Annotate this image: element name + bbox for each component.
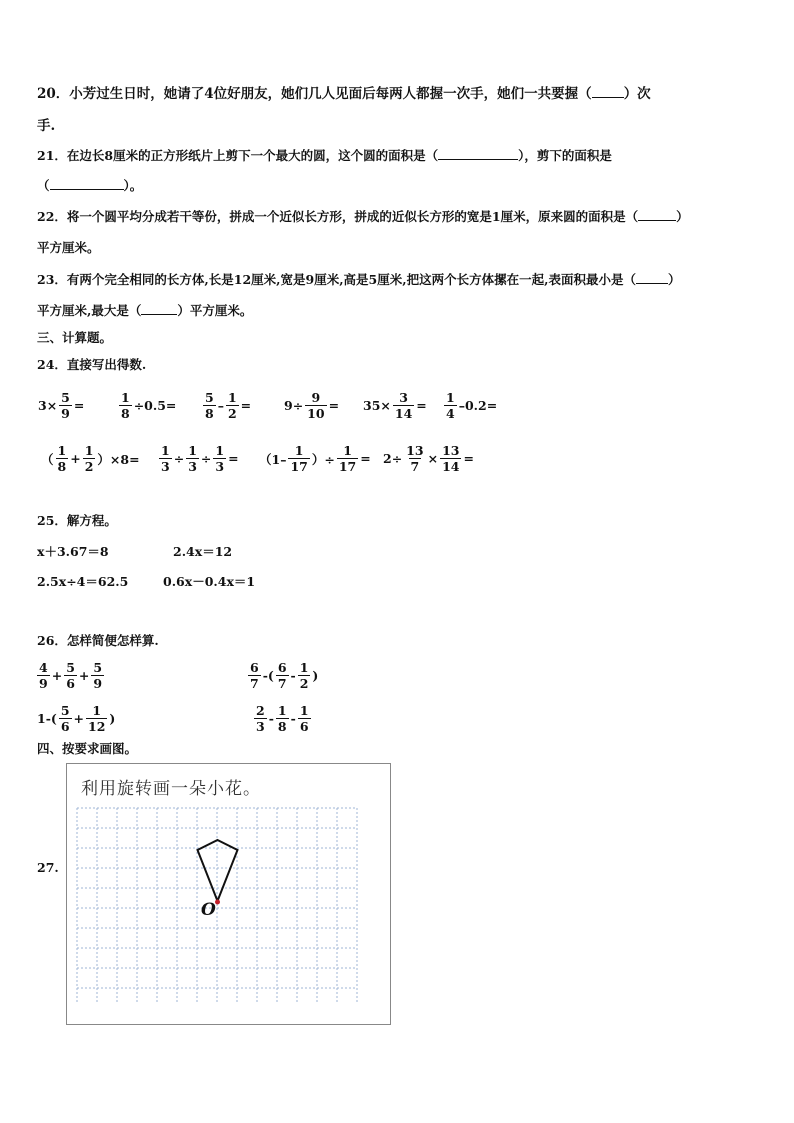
q23-line1: 23．有两个完全相同的长方体,长是12厘米,宽是9厘米,高是5厘米,把这两个长方体摞在一起,表面积最小是（ ） bbox=[37, 272, 681, 287]
section-4-heading: 四、按要求画图。 bbox=[37, 741, 138, 756]
q24-expr-2: $\frac{1}{8}$ ÷0.5= bbox=[121, 390, 177, 421]
point-o-label: O bbox=[201, 900, 216, 920]
drawing-frame bbox=[66, 763, 391, 1025]
q26-problem-1: $\frac{4}{9}$ + $\frac{5}{6}$ + $\frac{5}{9}$ bbox=[39, 660, 103, 691]
section-3-heading: 三、计算题。 bbox=[37, 330, 113, 345]
q24-expr-3: $\frac{5}{8}$ – $\frac{1}{2}$ = bbox=[205, 390, 252, 421]
q22-line2: 平方厘米。 bbox=[37, 240, 100, 255]
q24-expr-5: 35× $\frac{3}{14}$ = bbox=[363, 390, 427, 421]
q23-max-blank[interactable] bbox=[141, 301, 177, 315]
q20-answer-blank[interactable] bbox=[592, 84, 624, 98]
q24-expr-9: （1– $\frac{1}{17}$ ）÷ $\frac{1}{17}$ = bbox=[259, 443, 371, 474]
q27-number: 27. bbox=[37, 860, 59, 875]
q20-line1: 20．小芳过生日时，她请了4位好朋友，她们几人见面后每两人都握一次手，她们一共要握（ ）次 bbox=[37, 86, 651, 102]
q25-equation-3: 2.5x÷4＝62.5 bbox=[37, 574, 129, 589]
q23-line2: 平方厘米,最大是（ ）平方厘米。 bbox=[37, 303, 253, 318]
q22-line1: 22．将一个圆平均分成若干等份，拼成一个近似长方形，拼成的近似长方形的宽是1厘米，原来圆的面积是（ ） bbox=[37, 209, 689, 224]
q21-circle-area-blank[interactable] bbox=[438, 146, 518, 160]
q24-expr-8: $\frac{1}{3}$ ÷ $\frac{1}{3}$ ÷ $\frac{1}{3}$ = bbox=[161, 443, 239, 474]
q26-problem-3: 1-( $\frac{5}{6}$ + $\frac{1}{12}$ ) bbox=[37, 703, 116, 734]
q20-line2: 手. bbox=[37, 118, 56, 134]
q21-line1: 21．在边长8厘米的正方形纸片上剪下一个最大的圆，这个圆的面积是（ ），剪下的面积是 bbox=[37, 148, 612, 163]
q25-equation-1: x＋3.67＝8 bbox=[37, 544, 109, 559]
drawing-prompt: 利用旋转画一朵小花。 bbox=[81, 779, 261, 799]
q24-expr-6: $\frac{1}{4}$ –0.2= bbox=[446, 390, 498, 421]
q26-title: 26．怎样简便怎样算. bbox=[37, 633, 159, 648]
q22-answer-blank[interactable] bbox=[638, 207, 676, 221]
q21-line2: （ ）。 bbox=[37, 178, 143, 193]
q24-expr-10: 2÷ $\frac{13}{7}$ × $\frac{13}{14}$ = bbox=[383, 443, 474, 474]
q25-equation-2: 2.4x＝12 bbox=[173, 544, 233, 559]
q24-title: 24．直接写出得数. bbox=[37, 357, 147, 372]
q24-expr-4: 9÷ $\frac{9}{10}$ = bbox=[284, 390, 340, 421]
q24-expr-7: （ $\frac{1}{8}$ + $\frac{1}{2}$ ）×8= bbox=[41, 443, 140, 474]
q21-cut-area-blank[interactable] bbox=[50, 176, 124, 190]
q26-problem-4: $\frac{2}{3}$ - $\frac{1}{8}$ - $\frac{1}{6}$ bbox=[256, 703, 309, 734]
q24-expr-1: 3× $\frac{5}{9}$ = bbox=[38, 390, 85, 421]
grid-paper[interactable] bbox=[67, 764, 390, 1024]
q26-problem-2: $\frac{6}{7}$ -( $\frac{6}{7}$ - $\frac{1}{2}$ ) bbox=[250, 660, 319, 691]
q25-equation-4: 0.6x－0.4x＝1 bbox=[163, 574, 256, 589]
q23-min-blank[interactable] bbox=[636, 270, 668, 284]
q25-title: 25．解方程。 bbox=[37, 513, 117, 528]
grid-lines bbox=[77, 808, 357, 1004]
